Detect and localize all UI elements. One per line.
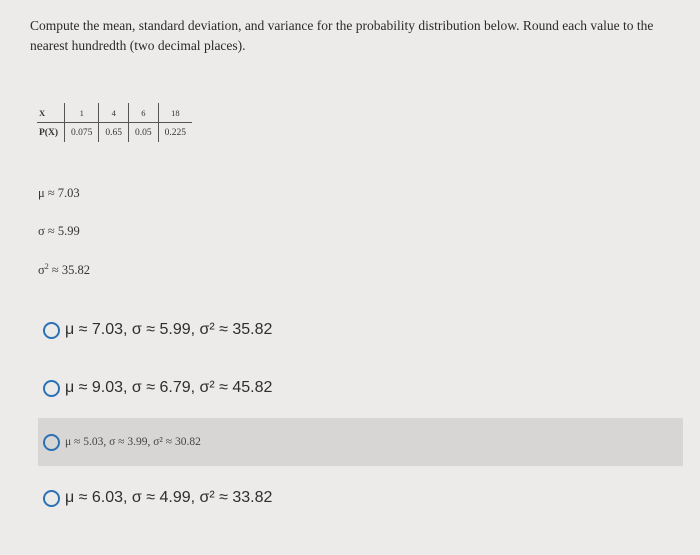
radio-button-icon[interactable] <box>43 380 60 397</box>
std-dev-stat: σ ≈ 5.99 <box>38 224 80 238</box>
x-value: 18 <box>158 103 192 123</box>
table-row-px <box>37 123 192 143</box>
radio-button-icon[interactable] <box>43 322 60 339</box>
option-label: μ ≈ 7.03, σ ≈ 5.99, σ² ≈ 35.82 <box>65 321 273 338</box>
radio-button-icon[interactable] <box>43 434 60 451</box>
x-header: X <box>37 103 65 123</box>
probability-distribution-table <box>37 103 192 142</box>
option-label: μ ≈ 9.03, σ ≈ 6.79, σ² ≈ 45.82 <box>65 379 273 396</box>
answer-option-1[interactable] <box>38 306 683 354</box>
p-value: 0.225 <box>158 123 192 143</box>
answer-option-2[interactable] <box>38 364 683 412</box>
x-value: 6 <box>129 103 159 123</box>
p-value: 0.075 <box>65 123 99 143</box>
radio-button-icon[interactable] <box>43 490 60 507</box>
variance-symbol: σ <box>38 263 45 278</box>
variance-stat <box>38 262 90 278</box>
p-value: 0.05 <box>129 123 159 143</box>
question-text: Compute the mean, standard deviation, and variance for the probability distribution below. Round each value to the nearest hundredth (two decimal places). <box>30 18 654 53</box>
option-label: μ ≈ 6.03, σ ≈ 4.99, σ² ≈ 33.82 <box>65 489 273 506</box>
answer-option-3[interactable] <box>38 418 683 466</box>
p-value: 0.65 <box>99 123 129 143</box>
option-label: μ ≈ 5.03, σ ≈ 3.99, σ² ≈ 30.82 <box>65 436 201 448</box>
variance-value: ≈ 35.82 <box>48 263 90 278</box>
mean-stat: μ ≈ 7.03 <box>38 186 80 200</box>
table-row-x <box>37 103 192 123</box>
x-value: 4 <box>99 103 129 123</box>
px-header: P(X) <box>39 127 58 138</box>
x-value: 1 <box>65 103 99 123</box>
answer-option-4[interactable] <box>38 474 683 522</box>
variance-exponent: 2 <box>44 262 49 271</box>
